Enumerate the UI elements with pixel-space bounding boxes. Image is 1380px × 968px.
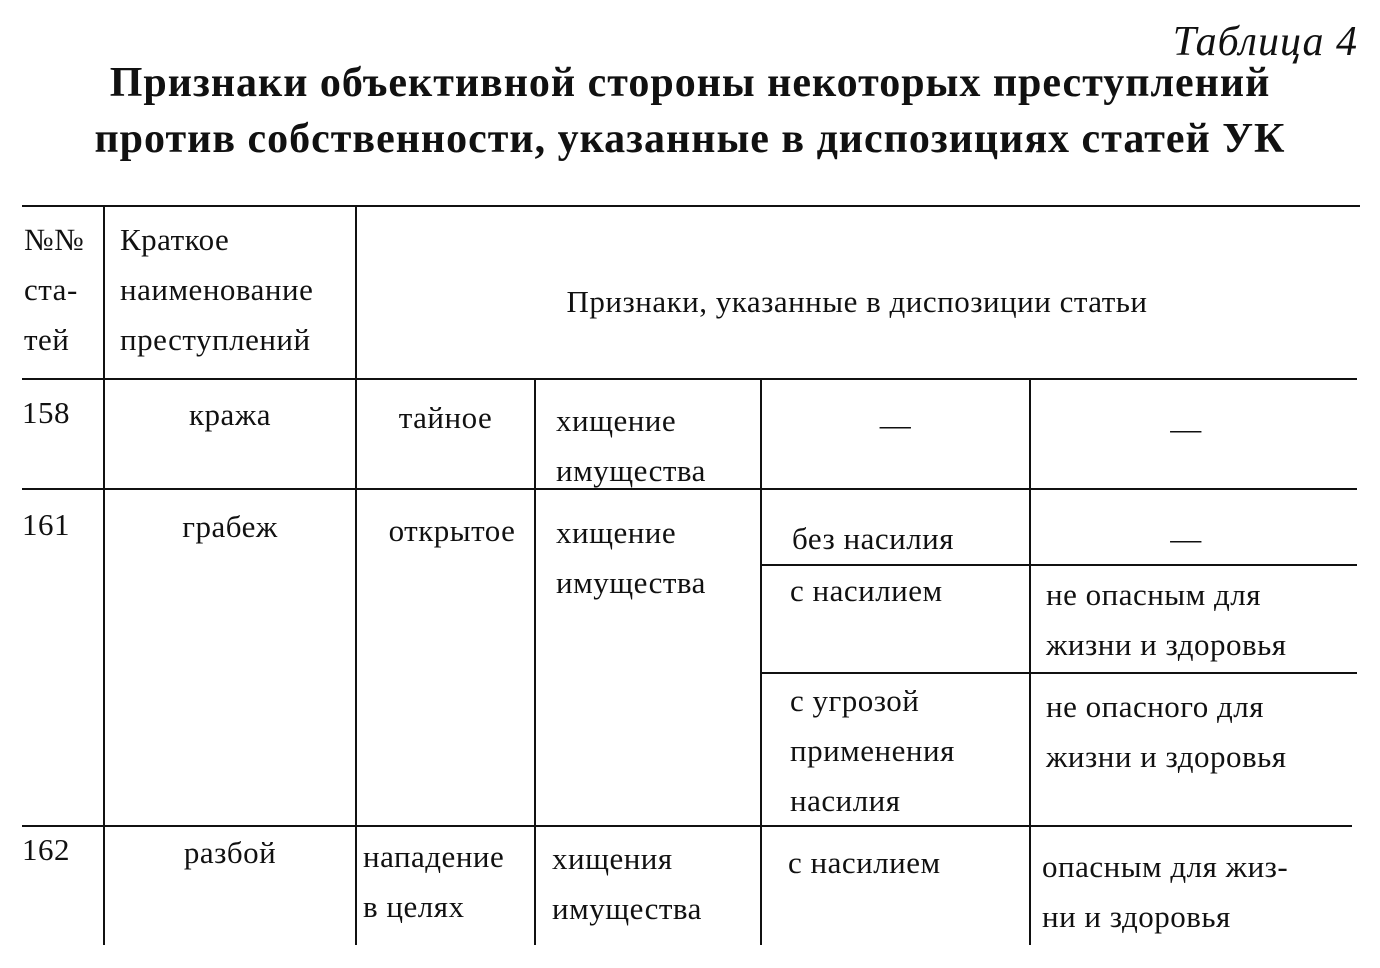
crime-name: разбой	[183, 835, 277, 870]
table-number: Таблица 4	[1172, 19, 1358, 65]
title-line: против собственности, указанные в диспозициях статей УК	[94, 116, 1286, 162]
header-features: Признаки, указанные в диспозиции статьи	[566, 284, 1148, 319]
table-title	[0, 55, 1380, 167]
method-cell: открытое	[388, 513, 516, 548]
means-cell: без насилия	[792, 521, 955, 556]
qualifier-cell: не опасного для жизни и здоровья	[1046, 689, 1287, 774]
method-cell: тайное	[398, 400, 493, 435]
qualifier-cell: опасным для жиз- ни и здоровья	[1042, 849, 1289, 934]
qualifier-cell: —	[1170, 411, 1202, 446]
column-divider	[534, 378, 536, 945]
qualifier-cell: —	[1170, 521, 1202, 556]
column-divider	[760, 378, 762, 945]
method-cell: нападение в целях	[363, 839, 505, 924]
row-divider	[22, 825, 1352, 827]
article-number: 158	[22, 395, 70, 430]
crime-name: кража	[189, 397, 271, 432]
means-cell: с угрозой применения насилия	[790, 683, 955, 818]
act-cell: хищение имущества	[556, 403, 706, 488]
title-line: Признаки объективной стороны некоторых преступлений	[109, 60, 1271, 106]
header-bottom-rule	[22, 378, 1357, 380]
act-cell: хищения имущества	[552, 841, 702, 926]
means-cell: с насилием	[788, 845, 941, 880]
header-crime-name: Краткое наименование преступлений	[120, 222, 314, 357]
act-cell: хищение имущества	[556, 515, 706, 600]
table-top-rule	[22, 205, 1360, 207]
article-number: 162	[22, 832, 70, 867]
article-number: 161	[22, 507, 70, 542]
subrow-divider	[760, 672, 1357, 674]
crime-name: грабеж	[182, 509, 278, 544]
qualifier-cell: не опасным для жизни и здоровья	[1046, 577, 1287, 662]
means-cell: с насилием	[790, 573, 943, 608]
means-cell: —	[879, 407, 912, 442]
header-article-number: №№ ста- тей	[24, 222, 85, 357]
column-divider	[1029, 378, 1031, 945]
